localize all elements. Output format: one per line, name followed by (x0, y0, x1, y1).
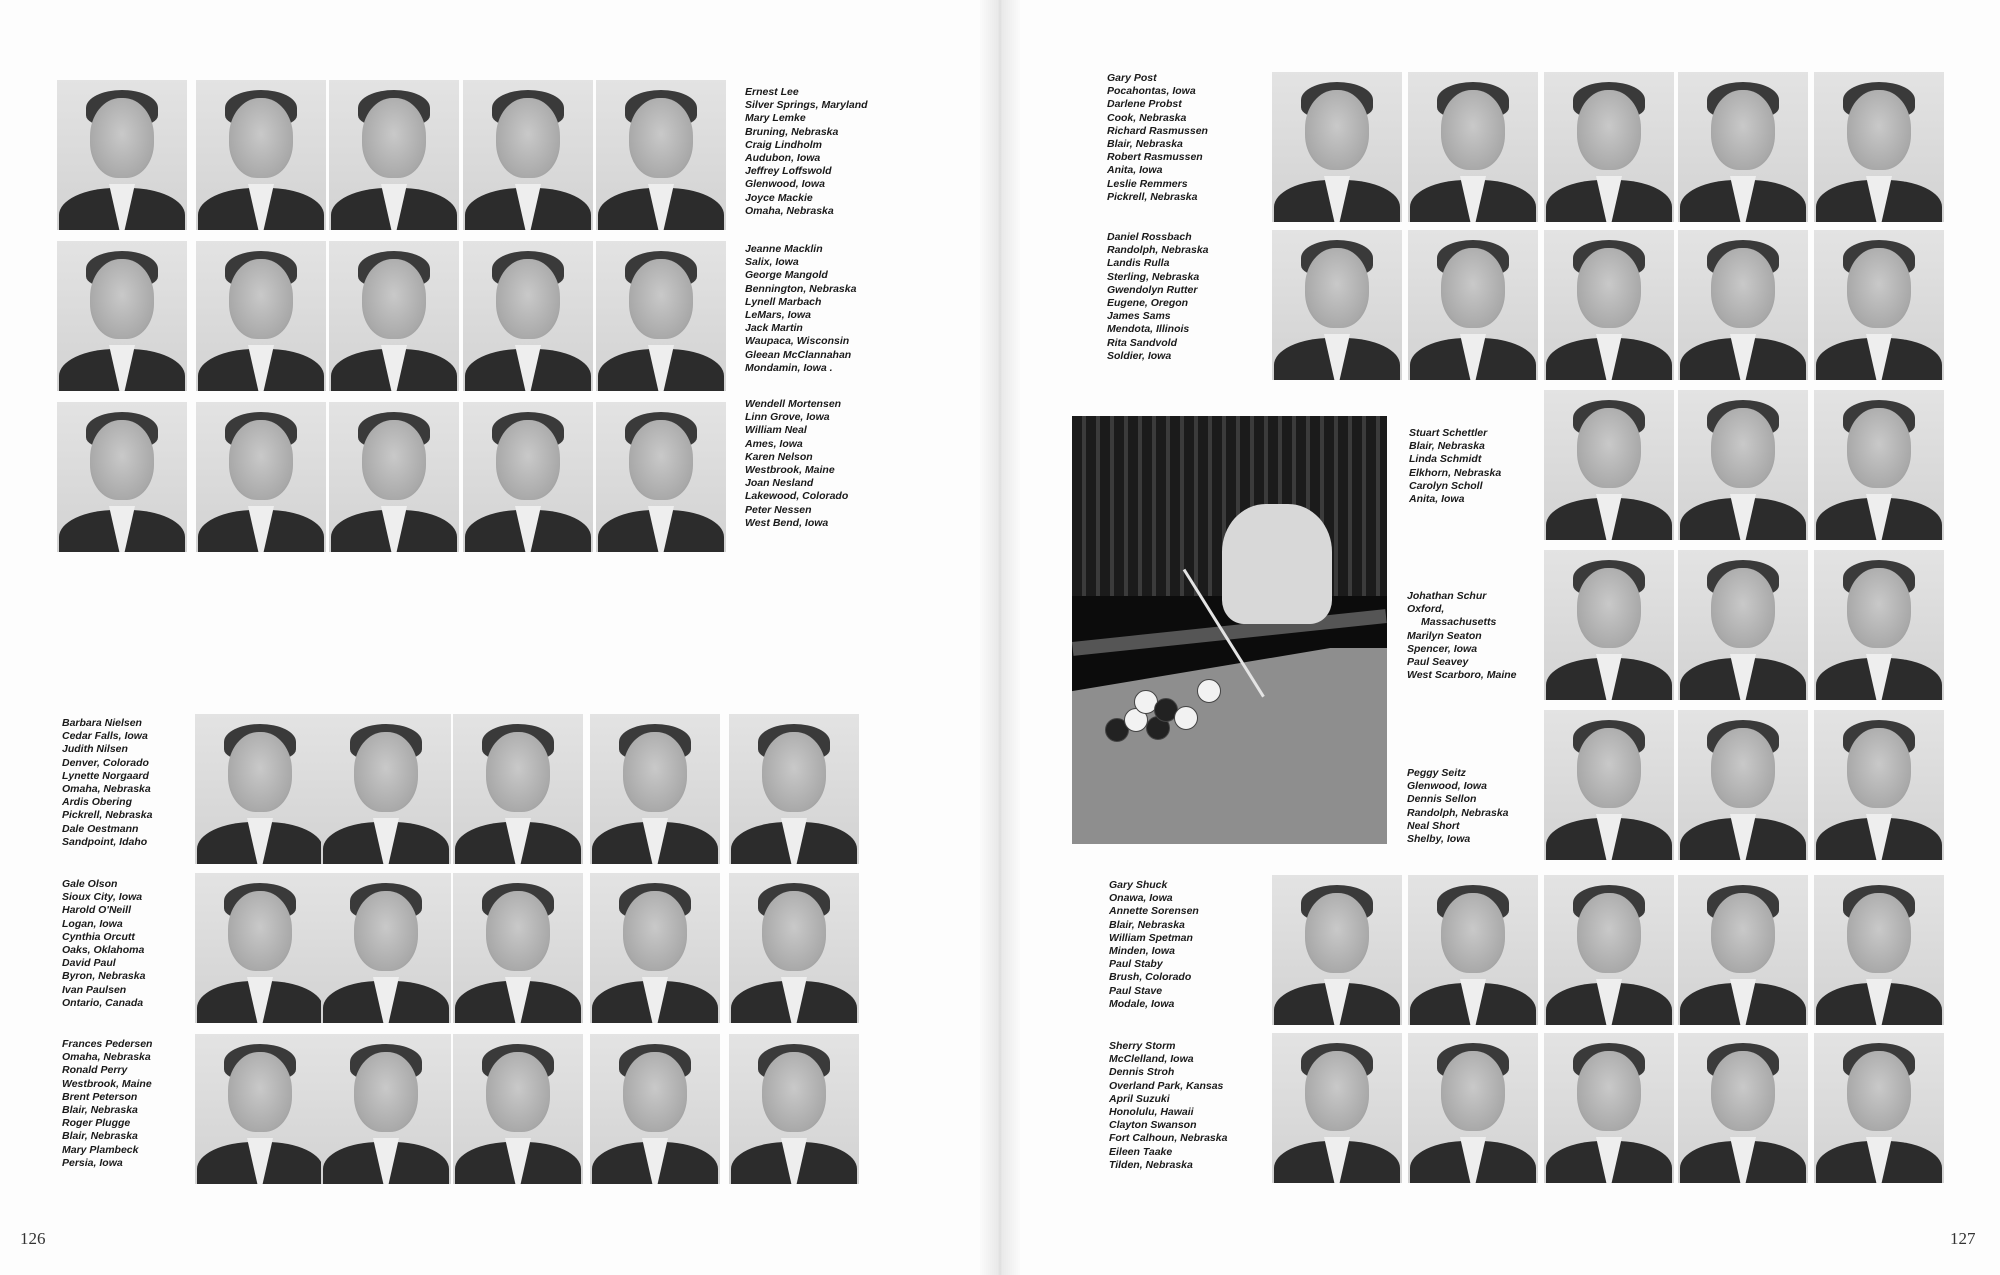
name-line: Brush, Colorado (1109, 971, 1192, 984)
name-line: Elkhorn, Nebraska (1409, 466, 1502, 479)
name-line: Minden, Iowa (1109, 945, 1175, 958)
portrait-head (629, 420, 693, 500)
portrait-head (1441, 1051, 1505, 1131)
portrait-head (228, 732, 292, 812)
portrait-head (623, 891, 687, 971)
student-portrait-photo (1544, 230, 1674, 380)
name-line: April Suzuki (1109, 1092, 1170, 1105)
name-block (745, 243, 856, 375)
name-line: Ronald Perry (62, 1064, 128, 1077)
name-line: Oxford, (1407, 603, 1445, 616)
portrait-head (1305, 1051, 1369, 1131)
name-line: Sioux City, Iowa (62, 891, 143, 904)
portrait-head (362, 259, 426, 339)
name-line: Joan Nesland (745, 477, 814, 490)
portrait-head (629, 98, 693, 178)
student-portrait-photo (1544, 710, 1674, 860)
student-portrait-photo (321, 1034, 451, 1184)
name-line: Salix, Iowa (745, 256, 799, 269)
portrait-head (90, 98, 154, 178)
portrait-head (762, 1052, 826, 1132)
name-line: Cook, Nebraska (1107, 111, 1187, 124)
name-line: Ardis Obering (62, 796, 133, 809)
name-line: Sherry Storm (1109, 1040, 1176, 1052)
name-line: Lakewood, Colorado (745, 490, 849, 503)
portrait-head (1847, 248, 1911, 328)
portrait-head (1711, 568, 1775, 648)
name-line: Lynette Norgaard (62, 769, 149, 782)
student-portrait-photo (196, 80, 326, 230)
pool-ball (1197, 679, 1221, 703)
name-line: Craig Lindholm (745, 138, 822, 151)
portrait-head (1847, 90, 1911, 170)
portrait-head (762, 732, 826, 812)
name-line: Cedar Falls, Iowa (62, 730, 148, 743)
student-portrait-photo (453, 873, 583, 1023)
student-portrait-photo (1678, 390, 1808, 540)
name-line: Karen Nelson (745, 450, 813, 463)
name-line: Ivan Paulsen (62, 983, 127, 996)
name-block (1107, 231, 1209, 363)
name-line: Logan, Iowa (62, 917, 123, 930)
student-portrait-photo (590, 1034, 720, 1184)
name-block (1109, 1040, 1227, 1172)
portrait-head (1711, 90, 1775, 170)
student-portrait-photo (1272, 1033, 1402, 1183)
student-portrait-photo (1408, 875, 1538, 1025)
name-line: Pocahontas, Iowa (1107, 85, 1196, 98)
student-portrait-photo (463, 241, 593, 391)
name-line: Blair, Nebraska (1107, 138, 1183, 151)
student-portrait-photo (195, 714, 325, 864)
portrait-head (362, 420, 426, 500)
name-line: Persia, Iowa (62, 1156, 123, 1169)
portrait-head (229, 259, 293, 339)
student-portrait-photo (329, 402, 459, 552)
student-portrait-photo (1814, 875, 1944, 1025)
student-portrait-photo (195, 873, 325, 1023)
student-portrait-photo (1678, 1033, 1808, 1183)
name-line: Linn Grove, Iowa (745, 411, 830, 424)
student-portrait-photo (590, 714, 720, 864)
name-line: West Bend, Iowa (745, 516, 829, 529)
name-line: Jeffrey Loffswold (745, 165, 832, 178)
portrait-head (1577, 408, 1641, 488)
portrait-head (496, 420, 560, 500)
name-line: Rita Sandvold (1107, 336, 1178, 349)
name-line: Waupaca, Wisconsin (745, 335, 850, 348)
name-line: Pickrell, Nebraska (1107, 190, 1198, 203)
portrait-head (1577, 728, 1641, 808)
name-line: Stuart Schettler (1409, 427, 1488, 439)
portrait-head (1847, 1051, 1911, 1131)
portrait-head (1711, 408, 1775, 488)
name-line: Lynell Marbach (745, 295, 822, 308)
name-line: Frances Pedersen (62, 1038, 153, 1050)
name-line: Gleean McClannahan (745, 348, 852, 361)
name-line: Westbrook, Maine (62, 1077, 152, 1090)
name-line: Oaks, Oklahoma (62, 944, 145, 957)
name-line: Glenwood, Iowa (1407, 780, 1487, 793)
name-line: Blair, Nebraska (1409, 440, 1485, 453)
portrait-head (623, 732, 687, 812)
portrait-head (1577, 568, 1641, 648)
name-line: Sandpoint, Idaho (62, 835, 148, 848)
name-line: Roger Plugge (62, 1117, 131, 1130)
name-line: Tilden, Nebraska (1109, 1158, 1193, 1171)
name-line: Peter Nessen (745, 503, 812, 516)
name-line: Joyce Mackie (745, 191, 813, 204)
name-line: Mary Plambeck (62, 1143, 139, 1156)
student-portrait-photo (195, 1034, 325, 1184)
name-line: Carolyn Scholl (1409, 479, 1483, 492)
name-line: Annette Sorensen (1109, 905, 1199, 918)
portrait-head (1577, 893, 1641, 973)
student-portrait-photo (1678, 550, 1808, 700)
name-line: Byron, Nebraska (62, 970, 146, 983)
student-portrait-photo (57, 241, 187, 391)
student-portrait-photo (463, 402, 593, 552)
name-line: Leslie Remmers (1107, 177, 1188, 190)
student-portrait-photo (1678, 875, 1808, 1025)
name-line: Brent Peterson (62, 1090, 138, 1103)
name-line: Daniel Rossbach (1107, 231, 1192, 243)
student-portrait-photo (590, 873, 720, 1023)
student-portrait-photo (57, 80, 187, 230)
student-portrait-photo (1408, 230, 1538, 380)
name-line: Ames, Iowa (745, 437, 803, 450)
portrait-head (1305, 248, 1369, 328)
portrait-head (486, 891, 550, 971)
name-line: Dennis Sellon (1407, 793, 1477, 806)
portrait-head (486, 732, 550, 812)
portrait-head (496, 259, 560, 339)
pool-table-felt (1072, 648, 1387, 844)
student-portrait-photo (321, 873, 451, 1023)
portrait-head (623, 1052, 687, 1132)
name-line: Denver, Colorado (62, 756, 149, 769)
name-line: Mondamin, Iowa . (745, 361, 833, 374)
student-portrait-photo (1814, 710, 1944, 860)
student-portrait-photo (596, 241, 726, 391)
portrait-head (362, 98, 426, 178)
name-line: Landis Rulla (1107, 257, 1170, 270)
name-line: Sterling, Nebraska (1107, 270, 1200, 283)
name-line: James Sams (1107, 310, 1171, 323)
portrait-head (762, 891, 826, 971)
name-block (1109, 879, 1199, 1011)
name-line: Judith Nilsen (62, 743, 128, 756)
portrait-head (1577, 90, 1641, 170)
name-line: Dennis Stroh (1109, 1066, 1175, 1079)
name-line: Spencer, Iowa (1407, 642, 1478, 655)
student-portrait-photo (596, 402, 726, 552)
student-portrait-photo (1814, 72, 1944, 222)
name-line: Clayton Swanson (1109, 1119, 1197, 1132)
name-line: Omaha, Nebraska (745, 204, 834, 217)
portrait-head (1441, 893, 1505, 973)
name-line: Shelby, Iowa (1407, 833, 1471, 846)
portrait-head (496, 98, 560, 178)
name-line: Anita, Iowa (1409, 493, 1465, 506)
name-line: Paul Stave (1109, 984, 1163, 997)
name-block (62, 1038, 152, 1170)
name-line: Johathan Schur (1407, 590, 1487, 602)
name-line: Barbara Nielsen (62, 717, 142, 729)
portrait-head (1711, 1051, 1775, 1131)
name-line: Onawa, Iowa (1109, 892, 1173, 905)
name-line: Blair, Nebraska (1109, 918, 1185, 931)
name-line: Glenwood, Iowa (745, 178, 825, 191)
name-line: William Neal (745, 424, 807, 437)
student-portrait-photo (1678, 72, 1808, 222)
name-line: Massachusetts (1421, 616, 1497, 629)
name-line: Mendota, Illinois (1107, 323, 1190, 336)
portrait-head (1711, 893, 1775, 973)
player-figure (1222, 504, 1332, 624)
portrait-head (1847, 408, 1911, 488)
name-line: Ontario, Canada (62, 996, 144, 1009)
student-portrait-photo (1272, 72, 1402, 222)
portrait-head (1847, 568, 1911, 648)
portrait-head (1441, 90, 1505, 170)
name-line: William Spetman (1109, 931, 1193, 944)
portrait-head (1577, 1051, 1641, 1131)
student-portrait-photo (1814, 1033, 1944, 1183)
name-line: Jack Martin (745, 322, 803, 335)
portrait-head (629, 259, 693, 339)
name-line: Wendell Mortensen (745, 398, 842, 410)
name-line: Blair, Nebraska (62, 1130, 138, 1143)
name-line: Neal Short (1407, 819, 1460, 832)
student-portrait-photo (321, 714, 451, 864)
name-line: Pickrell, Nebraska (62, 809, 153, 822)
portrait-head (228, 1052, 292, 1132)
portrait-head (90, 420, 154, 500)
name-line: Mary Lemke (745, 112, 806, 125)
portrait-head (229, 98, 293, 178)
student-portrait-photo (1408, 1033, 1538, 1183)
name-line: David Paul (62, 957, 116, 970)
portrait-head (486, 1052, 550, 1132)
name-line: Bennington, Nebraska (745, 282, 857, 295)
name-line: McClelland, Iowa (1109, 1053, 1194, 1066)
portrait-head (228, 891, 292, 971)
name-line: Gary Shuck (1109, 879, 1168, 891)
name-line: Paul Seavey (1407, 656, 1469, 669)
name-line: Eileen Taake (1109, 1145, 1173, 1158)
name-line: Darlene Probst (1107, 98, 1182, 111)
name-line: Marilyn Seaton (1407, 629, 1482, 642)
name-block (1107, 72, 1208, 204)
student-portrait-photo (729, 1034, 859, 1184)
student-portrait-photo (1544, 550, 1674, 700)
name-line: Peggy Seitz (1407, 767, 1466, 779)
portrait-head (1305, 90, 1369, 170)
name-block (745, 398, 848, 530)
student-portrait-photo (57, 402, 187, 552)
name-line: Fort Calhoun, Nebraska (1109, 1132, 1228, 1145)
portrait-head (229, 420, 293, 500)
name-line: Paul Staby (1109, 958, 1163, 971)
name-line: LeMars, Iowa (745, 309, 811, 322)
name-line: West Scarboro, Maine (1407, 669, 1517, 682)
portrait-head (1847, 728, 1911, 808)
name-line: Harold O'Neill (62, 904, 132, 917)
name-line: Westbrook, Maine (745, 464, 835, 477)
name-line: Gary Post (1107, 72, 1157, 84)
portrait-head (354, 1052, 418, 1132)
name-line: Audubon, Iowa (745, 152, 821, 165)
name-line: Eugene, Oregon (1107, 297, 1189, 310)
student-portrait-photo (1678, 230, 1808, 380)
student-portrait-photo (1544, 72, 1674, 222)
portrait-head (1711, 728, 1775, 808)
student-portrait-photo (329, 80, 459, 230)
portrait-head (354, 732, 418, 812)
student-portrait-photo (1814, 230, 1944, 380)
portrait-head (1577, 248, 1641, 328)
name-line: Robert Rasmussen (1107, 151, 1203, 164)
name-line: Ernest Lee (745, 86, 799, 98)
student-portrait-photo (453, 714, 583, 864)
name-line: Modale, Iowa (1109, 997, 1175, 1010)
student-portrait-photo (1814, 550, 1944, 700)
name-line: Omaha, Nebraska (62, 1051, 151, 1064)
name-line: Soldier, Iowa (1107, 349, 1172, 362)
name-block (62, 878, 145, 1010)
portrait-head (1305, 893, 1369, 973)
name-line: Cynthia Orcutt (62, 930, 135, 943)
student-portrait-photo (329, 241, 459, 391)
student-portrait-photo (1814, 390, 1944, 540)
page-number-left: 126 (20, 1229, 46, 1248)
name-line: Anita, Iowa (1107, 164, 1163, 177)
name-line: Gwendolyn Rutter (1107, 283, 1198, 296)
name-line: Gale Olson (62, 878, 118, 890)
name-line: Honolulu, Hawaii (1109, 1106, 1194, 1119)
student-portrait-photo (1408, 72, 1538, 222)
portrait-head (354, 891, 418, 971)
page-number-right: 127 (1950, 1229, 1976, 1248)
student-portrait-photo (463, 80, 593, 230)
student-portrait-photo (1678, 710, 1808, 860)
name-line: George Mangold (745, 269, 828, 282)
student-portrait-photo (453, 1034, 583, 1184)
student-portrait-photo (196, 241, 326, 391)
student-portrait-photo (1544, 875, 1674, 1025)
name-line: Blair, Nebraska (62, 1104, 138, 1117)
name-block (1407, 767, 1509, 846)
student-portrait-photo (729, 873, 859, 1023)
name-block (1409, 427, 1501, 506)
name-line: Richard Rasmussen (1107, 124, 1208, 137)
name-line: Dale Oestmann (62, 822, 139, 835)
name-line: Omaha, Nebraska (62, 783, 151, 796)
portrait-head (1711, 248, 1775, 328)
portrait-head (1441, 248, 1505, 328)
name-line: Silver Springs, Maryland (745, 99, 868, 112)
name-block (745, 86, 868, 218)
page-gutter (980, 0, 1020, 1275)
portrait-head (1847, 893, 1911, 973)
portrait-head (90, 259, 154, 339)
student-portrait-photo (1544, 390, 1674, 540)
name-line: Overland Park, Kansas (1109, 1079, 1224, 1092)
name-block (1407, 590, 1517, 682)
student-portrait-photo (729, 714, 859, 864)
student-portrait-photo (1272, 875, 1402, 1025)
name-line: Jeanne Macklin (745, 243, 823, 255)
student-portrait-photo (196, 402, 326, 552)
student-portrait-photo (1544, 1033, 1674, 1183)
name-line: Randolph, Nebraska (1107, 244, 1209, 257)
student-portrait-photo (1272, 230, 1402, 380)
name-block (62, 717, 152, 849)
name-line: Randolph, Nebraska (1407, 806, 1509, 819)
name-line: Bruning, Nebraska (745, 125, 839, 138)
pool-ball (1174, 706, 1198, 730)
pool-player-photo (1072, 416, 1387, 844)
student-portrait-photo (596, 80, 726, 230)
name-line: Linda Schmidt (1409, 453, 1482, 466)
